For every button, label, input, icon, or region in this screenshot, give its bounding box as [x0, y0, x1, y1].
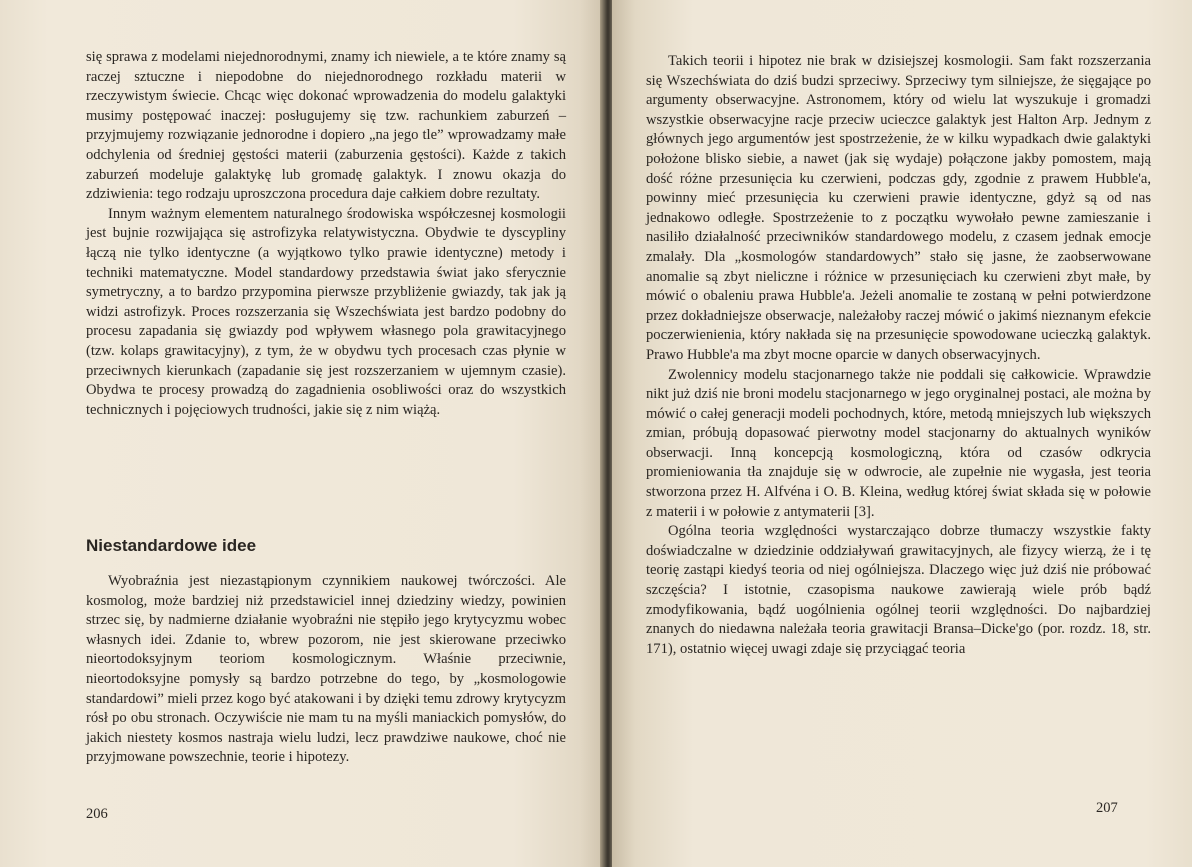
right-text-column [646, 52, 1151, 659]
right-page [612, 0, 1192, 867]
section-heading: Niestandardowe idee [86, 536, 257, 555]
paragraph: Wyobraźnia jest niezastąpionym czynnikiem naukowej twórczości. Ale kosmolog, może bardziej niż przedstawiciel innej dziedziny wiedzy, powinien strzec się, by nadmierne działanie wyobraźni nie stępiło jego krytycyzmu wobec własnych idei. Zdanie to, wbrew pozorom, nie jest skierowane przeciwko nieortodoksyjnym teoriom kosmologicznym. Właśnie przeciwnie, nieortodoksyjne pomysły są bardzo potrzebne do tego, by „kosmologowie standardowi” mieli przez kogo być atakowani i by dzięki temu zdrowy krytycyzm rósł po obu stronach. Oczywiście nie mam tu na myśli maniackich pomysłów, do jakich niestety kosmos nastraja wielu ludzi, lecz prawdziwe naukowe, choć nie przyjmowane powszechnie, teorie i hipotezy. [86, 573, 566, 766]
paragraph: Takich teorii i hipotez nie brak w dzisiejszej kosmologii. Sam fakt rozszerzania się Wszechświata do dziś budzi sprzeciwy. Sprzeciwy tym silniejsze, że sięgające po argumenty obserwacyjne. Astronomem, który od wielu lat wyszukuje i gromadzi wszystkie obserwacyjne racje przeciw ucieczce galaktyk jest Halton Arp. Jednym z głównych jego argumentów jest spostrzeżenie, że w kilku wypadkach dwie galaktyki położone blisko siebie, a nawet (jak się wydaje) połączone jakby pomostem, mają dość różne przesunięcia ku czerwieni, podczas gdy, zgodnie z prawem Hubble'a, powinny mieć przesunięcia ku czerwieni prawie identyczne, gdyż są od nas jednakowo odległe. Spostrzeżenie to z początku wywołało pewne zamieszanie i nasiliło działalność przeciwników standardowego modelu, z czasem jednak emocje zmalały. Dla „kosmologów standardowych” stało się jasne, że zaobserwowane anomalie są zbyt nieliczne i różnice w przesunięciach ku czerwieni zbyt małe, by mówić o obaleniu prawa Hubble'a. Jeżeli anomalie te zostaną w pełni potwierdzone przez dokładniejsze obserwacje, należałoby raczej mówić o jakimś nieznanym efekcie poczerwienienia, który nakłada się na przesunięcie spowodowane ucieczką galaktyk. Prawo Hubble'a ma zbyt mocne oparcie w danych obserwacyjnych. [646, 53, 1151, 363]
paragraph: się sprawa z modelami niejednorodnymi, znamy ich niewiele, a te które znamy są raczej sztuczne i niepodobne do niejednorodnego rozkładu materii w rzeczywistym świecie. Chcąc więc dokonać wprowadzenia do modelu galaktyki musimy postępować inaczej: posługujemy się tzw. rachunkiem zaburzeń – przyjmujemy rozwiązanie jednorodne i dopiero „na jego tle” wprowadzamy małe odchylenia od średniej gęstości materii (zaburzenia gęstości). Każde z takich zaburzeń modeluje galaktykę lub gromadę galaktyk. I znowu okazja do zdziwienia: tego rodzaju uproszczona procedura daje całkiem dobre rezultaty. [86, 49, 566, 203]
left-text-column [86, 48, 566, 766]
section-body [86, 572, 566, 768]
paragraph: Innym ważnym elementem naturalnego środowiska współczesnej kosmologii jest bujnie rozwijająca się astrofizyka relatywistyczna. Obydwie te dyscypliny łączą nie tylko identyczne (a wyjątkowo tylko prawie identyczne) metody i techniki matematyczne. Model standardowy przedstawia świat jako sferycznie symetryczny, a to bardzo przypomina pierwsze przybliżenie gwiazdy, tak jak ją widzi astrofizyk. Proces rozszerzania się Wszechświata jest bardzo podobny do procesu zapadania się gwiazdy pod wpływem własnego pola grawitacyjnego (tzw. kolaps grawitacyjny), z tym, że w obydwu tych procesach czas płynie w przeciwnych kierunkach (zapadanie się jest rozszerzaniem w ujemnym czasie). Obydwa te procesy prowadzą do zagadnienia osobliwości oraz do wszystkich technicznych i pojęciowych trudności, jakie się z nim wiążą. [86, 205, 566, 418]
paragraph: Ogólna teoria względności wystarczająco dobrze tłumaczy wszystkie fakty doświadczalne w dziedzinie oddziaływań grawitacyjnych, ale fizycy wierzą, że i tę teorię zastąpi kiedyś teoria od niej ogólniejsza. Dlaczego więc już dziś nie próbować szczęścia? I istotnie, czasopisma naukowe zawierają wiele prób bądź zmodyfikowania, bądź uogólnienia ogólnej teorii względności. Do najbardziej znanych do niedawna należała teoria grawitacji Bransa–Dicke'go (por. rozdz. 18, str. 171), ostatnio więcej uwagi zdaje się przyciągać teoria [646, 523, 1151, 657]
paragraph: Zwolennicy modelu stacjonarnego także nie poddali się całkowicie. Wprawdzie nikt już dziś nie broni modelu stacjonarnego w jego oryginalnej postaci, ale można by mówić o całej generacji modeli pochodnych, które, metodą mniejszych lub większych zmian, próbują dopasować pierwotny model stacjonarny do aktualnych wyników obserwacji. Inną koncepcją kosmologiczną, która od czasów odkrycia promieniowania tła znajduje się w odwrocie, ale zupełnie nie wygasła, jest teoria stworzona przez H. Alfvéna i O. B. Kleina, według której świat składa się w połowie z materii i w połowie z antymaterii [3]. [646, 366, 1151, 520]
page-number: 207 [1096, 800, 1118, 816]
page-number: 206 [86, 806, 108, 822]
